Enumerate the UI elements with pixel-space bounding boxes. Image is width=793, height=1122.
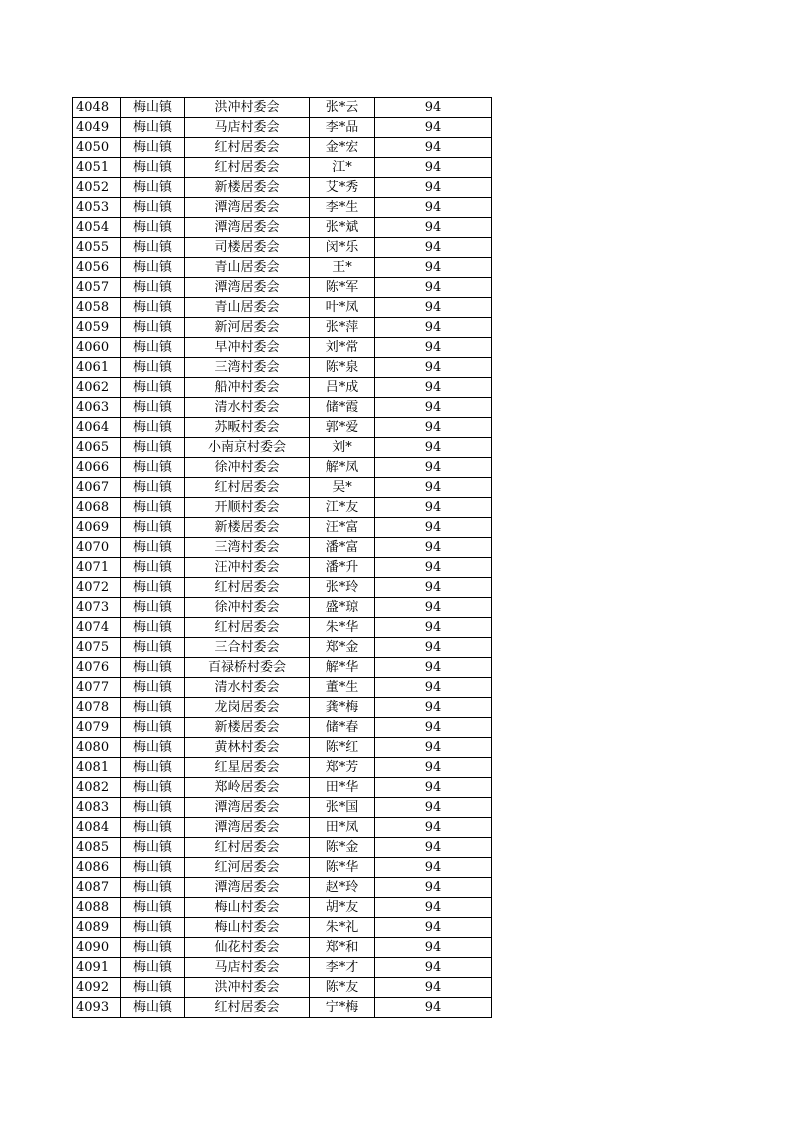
table-row	[73, 578, 492, 598]
table-row	[73, 858, 492, 878]
town-cell: 梅山镇	[121, 718, 185, 738]
row-number-cell: 4081	[73, 758, 121, 778]
score-cell: 94	[375, 938, 492, 958]
committee-cell: 龙岗居委会	[185, 698, 310, 718]
table-row	[73, 798, 492, 818]
score-cell: 94	[375, 918, 492, 938]
row-number-cell: 4093	[73, 998, 121, 1018]
person-name-cell: 储*春	[310, 718, 375, 738]
table-row	[73, 718, 492, 738]
committee-cell: 梅山村委会	[185, 918, 310, 938]
person-name-cell: 陈*军	[310, 278, 375, 298]
score-cell: 94	[375, 258, 492, 278]
committee-cell: 潭湾居委会	[185, 798, 310, 818]
row-number-cell: 4057	[73, 278, 121, 298]
person-name-cell: 刘*常	[310, 338, 375, 358]
score-cell: 94	[375, 498, 492, 518]
committee-cell: 新楼居委会	[185, 178, 310, 198]
row-number-cell: 4053	[73, 198, 121, 218]
score-cell: 94	[375, 158, 492, 178]
town-cell: 梅山镇	[121, 258, 185, 278]
person-name-cell: 张*玲	[310, 578, 375, 598]
score-cell: 94	[375, 118, 492, 138]
table-row	[73, 758, 492, 778]
score-cell: 94	[375, 678, 492, 698]
row-number-cell: 4054	[73, 218, 121, 238]
row-number-cell: 4066	[73, 458, 121, 478]
person-name-cell: 江*	[310, 158, 375, 178]
table-row	[73, 698, 492, 718]
town-cell: 梅山镇	[121, 178, 185, 198]
row-number-cell: 4076	[73, 658, 121, 678]
person-name-cell: 李*才	[310, 958, 375, 978]
person-name-cell: 艾*秀	[310, 178, 375, 198]
town-cell: 梅山镇	[121, 498, 185, 518]
town-cell: 梅山镇	[121, 118, 185, 138]
row-number-cell: 4082	[73, 778, 121, 798]
committee-cell: 潭湾居委会	[185, 198, 310, 218]
roster-table-body	[73, 98, 492, 1018]
score-cell: 94	[375, 538, 492, 558]
score-cell: 94	[375, 418, 492, 438]
committee-cell: 梅山村委会	[185, 898, 310, 918]
person-name-cell: 田*凤	[310, 818, 375, 838]
row-number-cell: 4083	[73, 798, 121, 818]
person-name-cell: 潘*富	[310, 538, 375, 558]
table-row	[73, 658, 492, 678]
committee-cell: 马店村委会	[185, 958, 310, 978]
town-cell: 梅山镇	[121, 458, 185, 478]
committee-cell: 三湾村委会	[185, 358, 310, 378]
score-cell: 94	[375, 838, 492, 858]
score-cell: 94	[375, 138, 492, 158]
table-row	[73, 118, 492, 138]
row-number-cell: 4091	[73, 958, 121, 978]
committee-cell: 红村居委会	[185, 618, 310, 638]
town-cell: 梅山镇	[121, 938, 185, 958]
score-cell: 94	[375, 698, 492, 718]
score-cell: 94	[375, 818, 492, 838]
score-cell: 94	[375, 558, 492, 578]
row-number-cell: 4064	[73, 418, 121, 438]
committee-cell: 早冲村委会	[185, 338, 310, 358]
person-name-cell: 朱*礼	[310, 918, 375, 938]
town-cell: 梅山镇	[121, 958, 185, 978]
table-row	[73, 338, 492, 358]
table-row	[73, 238, 492, 258]
committee-cell: 苏畈村委会	[185, 418, 310, 438]
town-cell: 梅山镇	[121, 378, 185, 398]
row-number-cell: 4092	[73, 978, 121, 998]
table-row	[73, 918, 492, 938]
committee-cell: 新楼居委会	[185, 518, 310, 538]
table-row	[73, 378, 492, 398]
score-cell: 94	[375, 738, 492, 758]
score-cell: 94	[375, 278, 492, 298]
row-number-cell: 4060	[73, 338, 121, 358]
person-name-cell: 田*华	[310, 778, 375, 798]
table-row	[73, 558, 492, 578]
committee-cell: 红村居委会	[185, 578, 310, 598]
town-cell: 梅山镇	[121, 438, 185, 458]
person-name-cell: 江*友	[310, 498, 375, 518]
score-cell: 94	[375, 338, 492, 358]
table-row	[73, 538, 492, 558]
row-number-cell: 4063	[73, 398, 121, 418]
table-row	[73, 638, 492, 658]
row-number-cell: 4085	[73, 838, 121, 858]
town-cell: 梅山镇	[121, 878, 185, 898]
score-cell: 94	[375, 798, 492, 818]
person-name-cell: 汪*富	[310, 518, 375, 538]
committee-cell: 马店村委会	[185, 118, 310, 138]
table-row	[73, 438, 492, 458]
town-cell: 梅山镇	[121, 238, 185, 258]
score-cell: 94	[375, 98, 492, 118]
score-cell: 94	[375, 858, 492, 878]
table-row	[73, 998, 492, 1018]
score-cell: 94	[375, 198, 492, 218]
table-row	[73, 398, 492, 418]
row-number-cell: 4056	[73, 258, 121, 278]
person-name-cell: 金*宏	[310, 138, 375, 158]
committee-cell: 开顺村委会	[185, 498, 310, 518]
row-number-cell: 4050	[73, 138, 121, 158]
table-row	[73, 818, 492, 838]
table-row	[73, 418, 492, 438]
committee-cell: 三湾村委会	[185, 538, 310, 558]
person-name-cell: 闵*乐	[310, 238, 375, 258]
row-number-cell: 4090	[73, 938, 121, 958]
town-cell: 梅山镇	[121, 418, 185, 438]
town-cell: 梅山镇	[121, 98, 185, 118]
town-cell: 梅山镇	[121, 658, 185, 678]
row-number-cell: 4084	[73, 818, 121, 838]
person-name-cell: 陈*红	[310, 738, 375, 758]
table-row	[73, 598, 492, 618]
table-row	[73, 738, 492, 758]
roster-table	[72, 97, 492, 1018]
table-row	[73, 518, 492, 538]
score-cell: 94	[375, 518, 492, 538]
person-name-cell: 张*云	[310, 98, 375, 118]
town-cell: 梅山镇	[121, 338, 185, 358]
row-number-cell: 4052	[73, 178, 121, 198]
town-cell: 梅山镇	[121, 478, 185, 498]
town-cell: 梅山镇	[121, 638, 185, 658]
row-number-cell: 4068	[73, 498, 121, 518]
person-name-cell: 陈*华	[310, 858, 375, 878]
person-name-cell: 赵*玲	[310, 878, 375, 898]
row-number-cell: 4088	[73, 898, 121, 918]
person-name-cell: 陈*金	[310, 838, 375, 858]
committee-cell: 徐冲村委会	[185, 458, 310, 478]
person-name-cell: 董*生	[310, 678, 375, 698]
score-cell: 94	[375, 978, 492, 998]
row-number-cell: 4070	[73, 538, 121, 558]
table-row	[73, 318, 492, 338]
person-name-cell: 郭*爱	[310, 418, 375, 438]
committee-cell: 红星居委会	[185, 758, 310, 778]
row-number-cell: 4075	[73, 638, 121, 658]
row-number-cell: 4078	[73, 698, 121, 718]
score-cell: 94	[375, 178, 492, 198]
row-number-cell: 4087	[73, 878, 121, 898]
row-number-cell: 4067	[73, 478, 121, 498]
town-cell: 梅山镇	[121, 678, 185, 698]
person-name-cell: 李*生	[310, 198, 375, 218]
committee-cell: 红村居委会	[185, 838, 310, 858]
town-cell: 梅山镇	[121, 218, 185, 238]
town-cell: 梅山镇	[121, 998, 185, 1018]
person-name-cell: 解*凤	[310, 458, 375, 478]
committee-cell: 郑岭居委会	[185, 778, 310, 798]
row-number-cell: 4072	[73, 578, 121, 598]
table-row	[73, 898, 492, 918]
score-cell: 94	[375, 478, 492, 498]
person-name-cell: 胡*友	[310, 898, 375, 918]
table-row	[73, 938, 492, 958]
score-cell: 94	[375, 638, 492, 658]
table-row	[73, 298, 492, 318]
town-cell: 梅山镇	[121, 698, 185, 718]
table-row	[73, 778, 492, 798]
committee-cell: 清水村委会	[185, 678, 310, 698]
town-cell: 梅山镇	[121, 558, 185, 578]
person-name-cell: 刘*	[310, 438, 375, 458]
committee-cell: 潭湾居委会	[185, 218, 310, 238]
row-number-cell: 4058	[73, 298, 121, 318]
committee-cell: 潭湾居委会	[185, 818, 310, 838]
table-row	[73, 478, 492, 498]
row-number-cell: 4086	[73, 858, 121, 878]
row-number-cell: 4074	[73, 618, 121, 638]
person-name-cell: 宁*梅	[310, 998, 375, 1018]
committee-cell: 仙花村委会	[185, 938, 310, 958]
committee-cell: 青山居委会	[185, 258, 310, 278]
person-name-cell: 王*	[310, 258, 375, 278]
committee-cell: 洪冲村委会	[185, 978, 310, 998]
town-cell: 梅山镇	[121, 278, 185, 298]
row-number-cell: 4080	[73, 738, 121, 758]
committee-cell: 红村居委会	[185, 478, 310, 498]
table-row	[73, 678, 492, 698]
row-number-cell: 4049	[73, 118, 121, 138]
row-number-cell: 4048	[73, 98, 121, 118]
table-row	[73, 138, 492, 158]
person-name-cell: 陈*友	[310, 978, 375, 998]
person-name-cell: 朱*华	[310, 618, 375, 638]
town-cell: 梅山镇	[121, 358, 185, 378]
person-name-cell: 郑*金	[310, 638, 375, 658]
score-cell: 94	[375, 298, 492, 318]
town-cell: 梅山镇	[121, 298, 185, 318]
score-cell: 94	[375, 458, 492, 478]
committee-cell: 百禄桥村委会	[185, 658, 310, 678]
person-name-cell: 潘*升	[310, 558, 375, 578]
town-cell: 梅山镇	[121, 978, 185, 998]
town-cell: 梅山镇	[121, 578, 185, 598]
person-name-cell: 盛*琼	[310, 598, 375, 618]
table-row	[73, 258, 492, 278]
committee-cell: 三合村委会	[185, 638, 310, 658]
table-row	[73, 218, 492, 238]
person-name-cell: 陈*泉	[310, 358, 375, 378]
committee-cell: 潭湾居委会	[185, 878, 310, 898]
score-cell: 94	[375, 898, 492, 918]
person-name-cell: 吴*	[310, 478, 375, 498]
committee-cell: 黄林村委会	[185, 738, 310, 758]
row-number-cell: 4062	[73, 378, 121, 398]
row-number-cell: 4065	[73, 438, 121, 458]
town-cell: 梅山镇	[121, 518, 185, 538]
score-cell: 94	[375, 658, 492, 678]
row-number-cell: 4071	[73, 558, 121, 578]
town-cell: 梅山镇	[121, 898, 185, 918]
score-cell: 94	[375, 318, 492, 338]
table-row	[73, 958, 492, 978]
table-row	[73, 98, 492, 118]
table-row	[73, 978, 492, 998]
score-cell: 94	[375, 358, 492, 378]
person-name-cell: 龚*梅	[310, 698, 375, 718]
committee-cell: 洪冲村委会	[185, 98, 310, 118]
table-row	[73, 198, 492, 218]
town-cell: 梅山镇	[121, 798, 185, 818]
score-cell: 94	[375, 618, 492, 638]
committee-cell: 船冲村委会	[185, 378, 310, 398]
town-cell: 梅山镇	[121, 738, 185, 758]
table-row	[73, 838, 492, 858]
town-cell: 梅山镇	[121, 918, 185, 938]
score-cell: 94	[375, 878, 492, 898]
table-row	[73, 158, 492, 178]
committee-cell: 红河居委会	[185, 858, 310, 878]
town-cell: 梅山镇	[121, 598, 185, 618]
committee-cell: 新河居委会	[185, 318, 310, 338]
score-cell: 94	[375, 578, 492, 598]
town-cell: 梅山镇	[121, 758, 185, 778]
person-name-cell: 吕*成	[310, 378, 375, 398]
committee-cell: 徐冲村委会	[185, 598, 310, 618]
town-cell: 梅山镇	[121, 538, 185, 558]
committee-cell: 司楼居委会	[185, 238, 310, 258]
row-number-cell: 4059	[73, 318, 121, 338]
score-cell: 94	[375, 998, 492, 1018]
table-row	[73, 618, 492, 638]
row-number-cell: 4089	[73, 918, 121, 938]
committee-cell: 新楼居委会	[185, 718, 310, 738]
town-cell: 梅山镇	[121, 618, 185, 638]
committee-cell: 红村居委会	[185, 138, 310, 158]
town-cell: 梅山镇	[121, 398, 185, 418]
town-cell: 梅山镇	[121, 318, 185, 338]
row-number-cell: 4077	[73, 678, 121, 698]
row-number-cell: 4079	[73, 718, 121, 738]
score-cell: 94	[375, 238, 492, 258]
committee-cell: 潭湾居委会	[185, 278, 310, 298]
score-cell: 94	[375, 778, 492, 798]
committee-cell: 小南京村委会	[185, 438, 310, 458]
town-cell: 梅山镇	[121, 778, 185, 798]
town-cell: 梅山镇	[121, 198, 185, 218]
person-name-cell: 叶*凤	[310, 298, 375, 318]
table-row	[73, 178, 492, 198]
score-cell: 94	[375, 218, 492, 238]
table-row	[73, 498, 492, 518]
score-cell: 94	[375, 958, 492, 978]
person-name-cell: 张*国	[310, 798, 375, 818]
row-number-cell: 4061	[73, 358, 121, 378]
row-number-cell: 4073	[73, 598, 121, 618]
row-number-cell: 4051	[73, 158, 121, 178]
table-row	[73, 278, 492, 298]
table-row	[73, 458, 492, 478]
committee-cell: 青山居委会	[185, 298, 310, 318]
person-name-cell: 张*萍	[310, 318, 375, 338]
score-cell: 94	[375, 598, 492, 618]
row-number-cell: 4069	[73, 518, 121, 538]
score-cell: 94	[375, 378, 492, 398]
table-row	[73, 878, 492, 898]
committee-cell: 红村居委会	[185, 998, 310, 1018]
person-name-cell: 李*品	[310, 118, 375, 138]
town-cell: 梅山镇	[121, 818, 185, 838]
committee-cell: 汪冲村委会	[185, 558, 310, 578]
score-cell: 94	[375, 438, 492, 458]
row-number-cell: 4055	[73, 238, 121, 258]
town-cell: 梅山镇	[121, 838, 185, 858]
person-name-cell: 郑*和	[310, 938, 375, 958]
committee-cell: 清水村委会	[185, 398, 310, 418]
score-cell: 94	[375, 398, 492, 418]
score-cell: 94	[375, 718, 492, 738]
person-name-cell: 储*霞	[310, 398, 375, 418]
town-cell: 梅山镇	[121, 158, 185, 178]
score-cell: 94	[375, 758, 492, 778]
person-name-cell: 解*华	[310, 658, 375, 678]
town-cell: 梅山镇	[121, 138, 185, 158]
committee-cell: 红村居委会	[185, 158, 310, 178]
town-cell: 梅山镇	[121, 858, 185, 878]
table-row	[73, 358, 492, 378]
person-name-cell: 张*斌	[310, 218, 375, 238]
person-name-cell: 郑*芳	[310, 758, 375, 778]
